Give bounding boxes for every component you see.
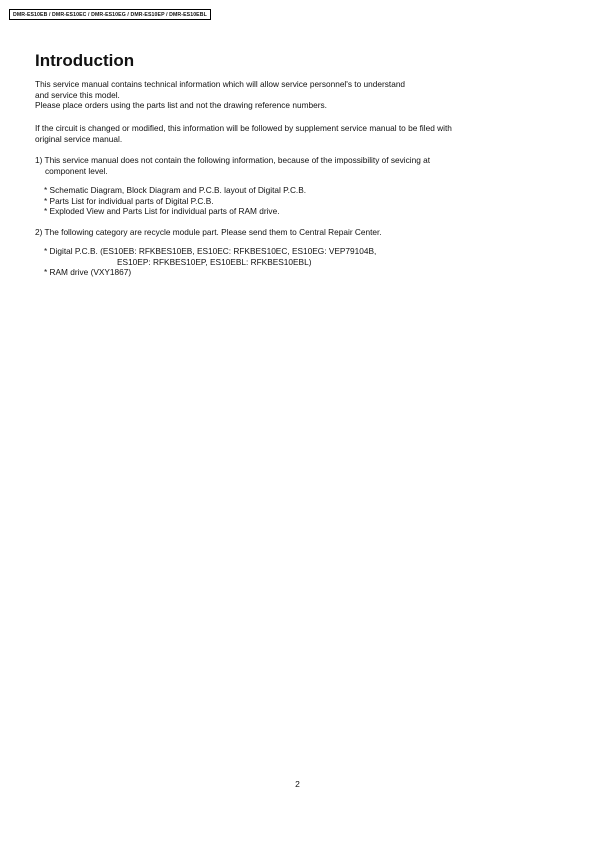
- list-item-1: [35, 155, 540, 176]
- list-item-2: [35, 227, 540, 238]
- paragraph-line: and service this model.: [35, 89, 120, 100]
- list-item-1-bullets: [35, 185, 540, 217]
- paragraph-line: Please place orders using the parts list and not the drawing reference numbers.: [35, 100, 327, 110]
- paragraph-line: original service manual.: [35, 133, 123, 144]
- bullet-item: * Schematic Diagram, Block Diagram and P.C.B. layout of Digital P.C.B.: [44, 185, 307, 195]
- list-item-2-bullets: [35, 246, 540, 278]
- model-tag: DMR-ES10EB / DMR-ES10EC / DMR-ES10EG / DMR-ES10EP / DMR-ES10EBL: [9, 9, 211, 20]
- paragraph-line: This service manual contains technical information which will allow service personnel's to understand: [35, 79, 406, 89]
- list-item-1-line: 1) This service manual does not contain the following information, because of the impossibility of sevicing at: [35, 155, 431, 165]
- bullet-item-continuation: ES10EP: RFKBES10EP, ES10EBL: RFKBES10EBL): [117, 256, 312, 267]
- list-item-1-line: component level.: [45, 165, 108, 176]
- paragraph-line: If the circuit is changed or modified, this information will be followed by supplement service manual to be filed with: [35, 123, 452, 133]
- intro-paragraph-1: [35, 79, 540, 111]
- bullet-item: * Digital P.C.B. (ES10EB: RFKBES10EB, ES10EC: RFKBES10EC, ES10EG: VEP79104B,: [44, 246, 377, 256]
- list-item-2-line: 2) The following category are recycle module part. Please send them to Central Repair Center.: [35, 227, 382, 237]
- bullet-item: * Exploded View and Parts List for individual parts of RAM drive.: [44, 206, 280, 216]
- page-number: 2: [295, 779, 300, 789]
- intro-paragraph-2: [35, 123, 540, 144]
- page-title: Introduction: [35, 51, 135, 70]
- bullet-item: * RAM drive (VXY1867): [44, 267, 132, 277]
- bullet-item: * Parts List for individual parts of Digital P.C.B.: [44, 195, 214, 206]
- main-content: [35, 50, 540, 277]
